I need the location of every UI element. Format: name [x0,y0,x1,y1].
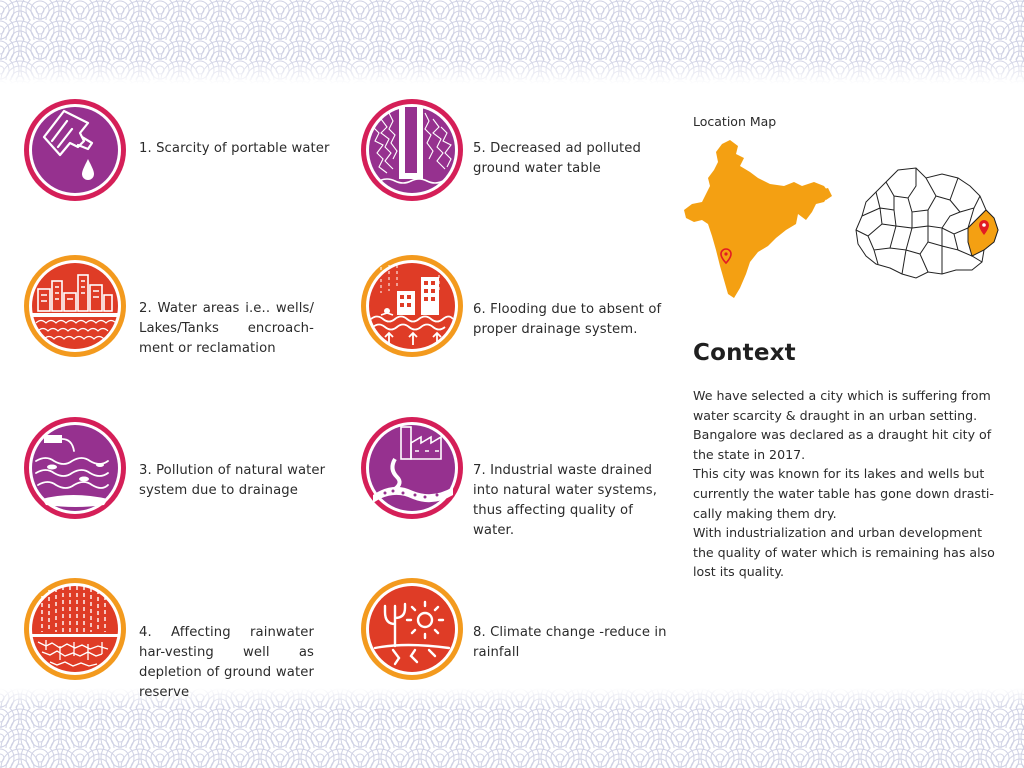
issue-text: 1. Scarcity of portable water [139,141,330,156]
drainage-pollution-icon [22,415,128,521]
context-body [693,386,1003,582]
top-wave-pattern [0,0,1024,84]
issue-text: 3. Pollution of natural water system due to drainage [139,463,326,498]
ground-water-table-icon [359,97,465,203]
issue-text: 8. Climate change -reduce in rainfall [473,625,667,660]
flooding-city-icon [359,253,465,359]
district-map-icon [856,168,998,278]
context-paragraph: We have selected a city which is suffering from water scarcity & draught in an urban setting. [693,388,991,423]
rain-dry-ground-icon [22,576,128,682]
location-map [680,138,1020,308]
issue-text: 6. Flooding due to absent of proper drainage system. [473,302,662,337]
issue-text: 7. Industrial waste drained into natural water systems, thus affecting quality of water. [473,463,657,538]
context-paragraph: This city was known for its lakes and wells but currently the water table has gone down drasti-cally making them dry. [693,466,994,521]
industrial-waste-icon [359,415,465,521]
city-over-water-icon [22,253,128,359]
context-paragraph: With industrialization and urban development the quality of water which is remaining has also lost its quality. [693,525,995,580]
context-paragraph: Bangalore was declared as a draught hit city of the state in 2017. [693,427,992,462]
issue-text: 5. Decreased ad polluted ground water table [473,141,641,176]
issue-text: 2. Water areas i.e.. wells/ Lakes/Tanks encroach-ment or reclamation [139,301,314,356]
water-bottle-drop-icon [22,97,128,203]
issue-text: 4. Affecting rainwater har-vesting well as depletion of ground water reserve [139,625,314,700]
climate-change-sun-icon [359,576,465,682]
context-title: Context [693,340,796,366]
india-map-icon [684,140,832,298]
location-map-label: Location Map [693,114,777,129]
